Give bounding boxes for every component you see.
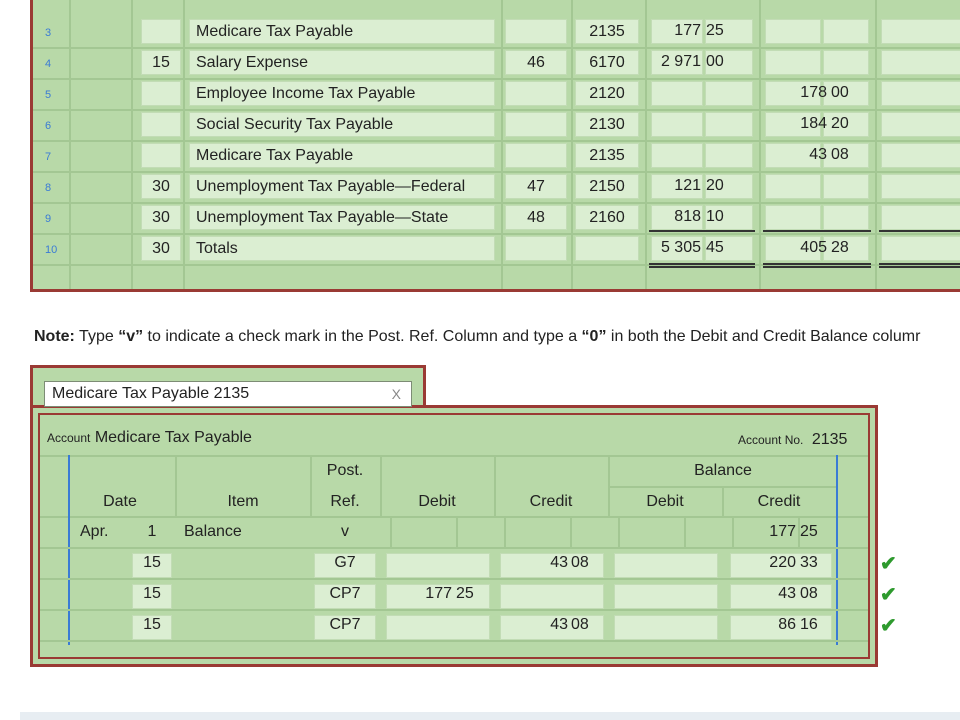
sum-rule-credit (763, 230, 871, 232)
journal-debit-cents: 00 (706, 53, 724, 70)
line-number: 8 (45, 182, 52, 194)
journal-debit-dollars: 5 305 (660, 239, 701, 256)
journal-debit-cents (706, 112, 736, 137)
ledger-credit-cents: 08 (571, 616, 589, 633)
journal-debit-dollars: 2 971 (660, 53, 701, 70)
ledger-credit-dollars: 43 (550, 616, 568, 633)
journal-extra-field[interactable] (881, 81, 960, 106)
ledger-month: Apr. (80, 523, 109, 540)
account-no: 2135 (811, 431, 848, 448)
ledger-debit-field[interactable] (386, 615, 490, 640)
total-rule-credit (763, 263, 871, 268)
header-balance-debit: Debit (646, 493, 684, 510)
header-item: Item (227, 493, 259, 510)
left-margin-rule (68, 455, 70, 645)
journal-acctno-field[interactable]: 2120 (575, 81, 639, 106)
ledger-debit-cents: 25 (456, 585, 474, 602)
journal-debit-dollars: 177 (674, 22, 701, 39)
ledger-balance-debit-field[interactable] (614, 584, 718, 609)
correct-check-icon: ✔ (880, 553, 897, 575)
journal-credit-dollars: 184 (800, 115, 827, 132)
journal-acctno-field[interactable]: 2150 (575, 174, 639, 199)
journal-date-field[interactable]: 30 (141, 205, 181, 230)
journal-postref-field[interactable] (505, 81, 567, 106)
header-top-rule (40, 455, 868, 457)
ledger-credit-cents: 08 (571, 554, 589, 571)
account-no-label: Account No. (738, 433, 804, 447)
journal-credit-cents (831, 174, 861, 199)
journal-extra-field[interactable] (881, 19, 960, 44)
correct-check-icon: ✔ (880, 615, 897, 637)
sum-rule-debit (649, 230, 755, 232)
header-balance-credit: Credit (757, 493, 801, 510)
header-date: Date (103, 493, 137, 510)
balance-sub-rule (610, 486, 838, 488)
row-rule (40, 609, 868, 611)
ledger-postref: CP7 (329, 616, 361, 633)
journal-account-field[interactable]: Totals (189, 236, 495, 261)
row-rule (40, 578, 868, 580)
journal-date-field[interactable]: 15 (141, 50, 181, 75)
journal-credit-cents: 28 (831, 239, 849, 256)
ledger-debit-field[interactable] (386, 553, 490, 578)
line-number: 9 (45, 213, 52, 225)
journal-row (33, 78, 960, 111)
journal-extra-field[interactable] (881, 50, 960, 75)
journal-credit-cents (831, 19, 861, 44)
journal-extra-field[interactable] (881, 174, 960, 199)
account-selector-input[interactable] (44, 381, 412, 407)
header-balance: Balance (694, 462, 752, 479)
journal-debit-dollars (633, 81, 701, 106)
account-name: Medicare Tax Payable (94, 429, 252, 446)
journal-debit-cents: 45 (706, 239, 724, 256)
total-rule-debit (649, 263, 755, 268)
journal-acctno-field[interactable]: 2135 (575, 19, 639, 44)
row-rule (40, 547, 868, 549)
journal-row (33, 47, 960, 80)
journal-account-field[interactable]: Medicare Tax Payable (189, 143, 495, 168)
header-ref: Ref. (330, 493, 360, 510)
journal-credit-cents (831, 50, 861, 75)
journal-account-field[interactable]: Unemployment Tax Payable—State (189, 205, 495, 230)
ledger-balance-credit-dollars: 43 (778, 585, 796, 602)
sum-rule (879, 230, 960, 232)
ledger-postref: v (341, 523, 349, 540)
line-number: 6 (45, 120, 52, 132)
close-icon[interactable]: X (391, 386, 401, 402)
journal-postref-field[interactable] (505, 143, 567, 168)
journal-debit-dollars: 121 (674, 177, 701, 194)
row-rule (40, 640, 868, 642)
cents-divider (570, 518, 572, 549)
right-margin-rule (836, 455, 838, 645)
ledger-postref: CP7 (329, 585, 361, 602)
journal-debit-dollars: 818 (674, 208, 701, 225)
journal-postref-field[interactable] (505, 19, 567, 44)
ledger-credit-dollars: 43 (550, 554, 568, 571)
ledger-item: Balance (184, 523, 242, 540)
ledger-balance-credit-cents: 08 (800, 585, 818, 602)
note-text: to indicate a check mark in the Post. Ref. Column and type a (143, 328, 582, 345)
journal-account-field[interactable]: Medicare Tax Payable (189, 19, 495, 44)
journal-date-field[interactable] (141, 143, 181, 168)
cents-divider (504, 518, 506, 549)
journal-extra-field[interactable] (881, 143, 960, 168)
account-number-heading (738, 431, 847, 449)
journal-acctno-field[interactable]: 6170 (575, 50, 639, 75)
journal-acctno-field[interactable]: 2160 (575, 205, 639, 230)
journal-date-field[interactable] (141, 112, 181, 137)
journal-debit-cents (706, 81, 736, 106)
note-quote: “0” (581, 328, 607, 345)
journal-extra-field[interactable] (881, 236, 960, 261)
instruction-note (34, 328, 920, 346)
journal-debit-cents (706, 143, 736, 168)
note-quote: “v” (118, 328, 144, 345)
ledger-balance-credit-dollars: 86 (778, 616, 796, 633)
ledger-day: 15 (143, 585, 161, 602)
header-credit: Credit (529, 493, 573, 510)
note-label: Note: (34, 328, 75, 345)
journal-account-field[interactable]: Employee Income Tax Payable (189, 81, 495, 106)
journal-credit-cents (831, 205, 861, 230)
line-number: 3 (45, 27, 52, 39)
journal-credit-dollars (761, 205, 827, 230)
journal-account-field[interactable]: Salary Expense (189, 50, 495, 75)
line-number: 5 (45, 89, 52, 101)
journal-credit-cents: 20 (831, 115, 849, 132)
journal-credit-dollars (761, 50, 827, 75)
ledger-credit-field[interactable] (500, 584, 604, 609)
journal-acctno-field[interactable] (575, 236, 639, 261)
journal-credit-dollars (761, 19, 827, 44)
ledger-postref: G7 (334, 554, 356, 571)
ledger-balance-credit-cents: 33 (800, 554, 818, 571)
journal-credit-dollars: 405 (800, 239, 827, 256)
cents-divider (456, 518, 458, 549)
journal-acctno-field[interactable]: 2135 (575, 143, 639, 168)
ledger-balance-credit-dollars: 220 (769, 554, 796, 571)
journal-postref-field[interactable] (505, 236, 567, 261)
journal-credit-dollars (761, 174, 827, 199)
journal-debit-dollars (633, 143, 701, 168)
journal-postref-field[interactable]: 46 (505, 50, 567, 75)
cents-divider (618, 518, 620, 549)
journal-acctno-field[interactable]: 2130 (575, 112, 639, 137)
journal-postref-field[interactable]: 47 (505, 174, 567, 199)
ledger-debit-dollars: 177 (425, 585, 452, 602)
journal-row (33, 109, 960, 142)
journal-debit-cents: 20 (706, 177, 724, 194)
journal-row (33, 171, 960, 204)
account-label: Account (47, 431, 91, 445)
note-text: Type (74, 328, 119, 345)
header-bottom-rule (40, 516, 868, 518)
correct-check-icon: ✔ (880, 584, 897, 606)
ledger-balance-credit-dollars: 177 (769, 523, 796, 540)
ledger-balance-credit-cents: 16 (800, 616, 818, 633)
journal-date-field[interactable]: 30 (141, 174, 181, 199)
general-journal (30, 0, 960, 292)
header-debit: Debit (418, 493, 456, 510)
journal-postref-field[interactable]: 48 (505, 205, 567, 230)
ledger-balance-debit-field[interactable] (614, 615, 718, 640)
ledger-day: 1 (147, 523, 157, 540)
account-selector-value: Medicare Tax Payable 2135 (52, 385, 250, 402)
journal-debit-cents: 25 (706, 22, 724, 39)
journal-extra-field[interactable] (881, 205, 960, 230)
journal-date-field[interactable] (141, 81, 181, 106)
ledger-balance-debit-field[interactable] (614, 553, 718, 578)
journal-account-field[interactable]: Unemployment Tax Payable—Federal (189, 174, 495, 199)
note-text: in both the Debit and Credit Balance columr (606, 328, 921, 345)
line-number: 4 (45, 58, 52, 70)
journal-extra-field[interactable] (881, 112, 960, 137)
journal-date-field[interactable]: 30 (141, 236, 181, 261)
journal-credit-cents: 00 (831, 84, 849, 101)
journal-credit-cents: 08 (831, 146, 849, 163)
journal-credit-dollars: 178 (800, 84, 827, 101)
journal-row (33, 16, 960, 49)
total-rule (879, 263, 960, 268)
ledger-day: 15 (143, 616, 161, 633)
account-heading (47, 429, 252, 447)
header-post: Post. (326, 462, 364, 479)
line-number: 10 (45, 244, 58, 256)
line-number: 7 (45, 151, 52, 163)
ledger-day: 15 (143, 554, 161, 571)
cents-divider (390, 518, 392, 549)
footer-bar (20, 712, 960, 720)
journal-row (33, 140, 960, 173)
journal-row (33, 233, 960, 266)
journal-credit-dollars: 43 (809, 146, 827, 163)
ledger-balance-credit-cents: 25 (800, 523, 818, 540)
journal-debit-cents: 10 (706, 208, 724, 225)
cents-divider (684, 518, 686, 549)
journal-postref-field[interactable] (505, 112, 567, 137)
journal-date-field[interactable] (141, 19, 181, 44)
journal-account-field[interactable]: Social Security Tax Payable (189, 112, 495, 137)
journal-debit-dollars (633, 112, 701, 137)
